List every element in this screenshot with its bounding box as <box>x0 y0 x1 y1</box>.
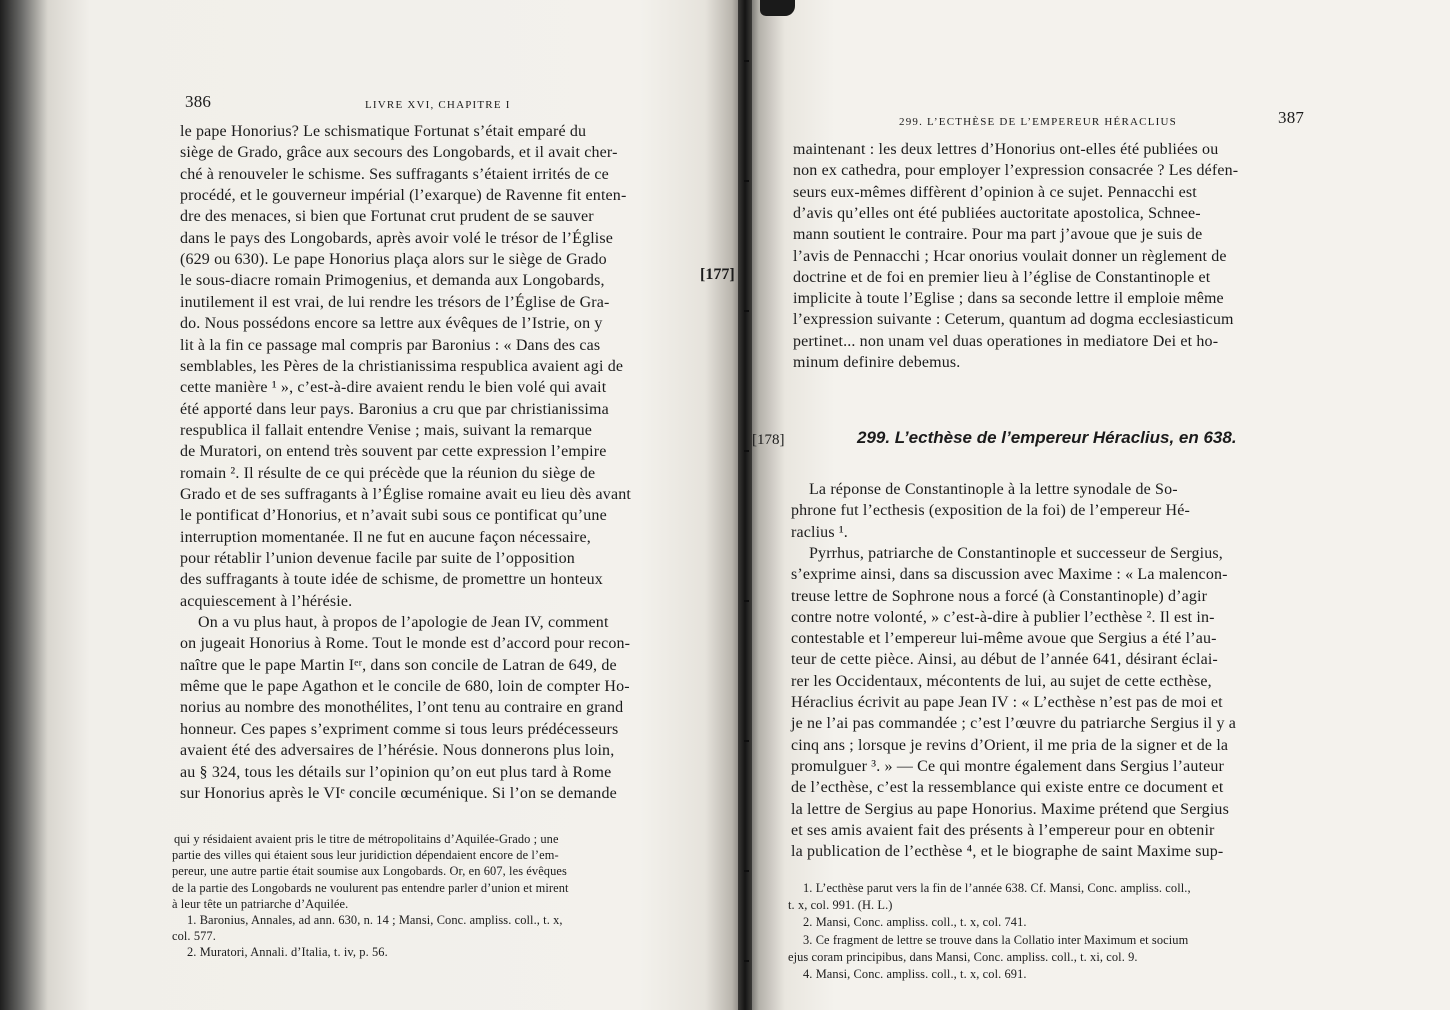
footnote-line: de la partie des Longobards ne voulurent pas entendre parler d’union et mirent <box>172 880 569 895</box>
text-line: siège de Grado, grâce aux secours des Longobards, et il avait cher- <box>180 144 618 162</box>
text-line: do. Nous possédons encore sa lettre aux évêques de l’Istrie, on y <box>180 315 603 333</box>
text-line: La réponse de Constantinople à la lettre synodale de So- <box>809 481 1178 498</box>
running-head: 299. L’ECTHÈSE DE L’EMPEREUR HÉRACLIUS <box>899 116 1177 128</box>
text-line: honneur. Ces papes s’expriment comme si tous leurs prédécesseurs <box>180 720 619 738</box>
text-line: été apporté dans leur pays. Baronius a cru que par christianissima <box>180 400 609 418</box>
text-line: lit à la fin ce passage mal compris par Baronius : « Dans des cas <box>180 336 601 354</box>
text-line: le pontificat d’Honorius, et n’avait subi sous ce pontificat qu’une <box>180 507 607 525</box>
text-line: procédé, et le gouverneur impérial (l’exarque) de Ravenne fit enten- <box>180 187 627 205</box>
book-gutter-top <box>760 0 795 16</box>
book-gutter <box>738 0 752 1010</box>
text-line: inutilement il est vrai, de lui rendre les trésors de l’Église de Gra- <box>180 293 610 311</box>
stitch <box>744 180 749 182</box>
footnote-line: ejus coram principibus, dans Mansi, Conc. ampliss. coll., t. xi, col. 9. <box>788 949 1138 964</box>
footnote-line: pereur, une autre partie était soumise aux Longobards. Or, en 607, les évêques <box>172 864 567 879</box>
stitch <box>744 310 749 312</box>
text-line: et ses amis avaient fait des présents à l’empereur pour en obtenir <box>791 821 1215 839</box>
text-line: Grado et de ses suffragants à l’Église romaine avait eu lieu dès avant <box>180 485 631 503</box>
text-line: ché à renouveler le schisme. Ses suffragants s’étaient irrités de ce <box>180 165 609 183</box>
footnote-line: 4. Mansi, Conc. ampliss. coll., t. x, col. 691. <box>803 967 1027 981</box>
text-line: d’avis qu’elles ont été publiées auctoritate apostolica, Schnee- <box>793 204 1201 222</box>
text-line: respublica il fallait entendre Venise ; mais, suivant la remarque <box>180 421 592 439</box>
text-line: pour rétablir l’union devenue facile par suite de l’opposition <box>180 550 575 567</box>
text-line: implicite à toute l’Eglise ; dans sa seconde lettre il emploie même <box>793 290 1224 308</box>
text-line: de Muratori, on entend très souvent par cette expression l’empire <box>180 443 607 461</box>
text-line: cette manière ¹ », c’est-à-dire avaient rendu le bien volé qui avait <box>180 379 607 397</box>
text-line: avaient été des adversaires de l’hérésie. Nous donnerons plus loin, <box>180 742 615 760</box>
text-line: l’expression suivante : Ceterum, quantum ad dogma ecclesiasticum <box>793 311 1234 329</box>
text-line: cinq ans ; lorsque je revins d’Orient, il me pria de la signer et de la <box>791 736 1229 754</box>
text-line: dre des menaces, si bien que Fortunat crut prudent de se sauver <box>180 208 594 226</box>
stitch <box>744 870 749 872</box>
text-line: au § 324, tous les détails sur l’opinion qu’on eut plus tard à Rome <box>180 763 612 781</box>
text-line: l’avis de Pennacchi ; Hcar onorius voulait donner un règlement de <box>793 247 1227 265</box>
text-line: rer les Occidentaux, mécontents de lui, au sujet de cette ecthèse, <box>791 672 1212 690</box>
text-line: teur de cette pièce. Ainsi, au début de l’année 641, désirant éclai- <box>791 651 1218 669</box>
text-line: contestable et l’empereur lui-même avoue que Sergius a été l’au- <box>791 630 1217 648</box>
margin-marker-right: [178] <box>752 432 785 448</box>
text-line: mann soutient le contraire. Pour ma part j’avoue que je suis de <box>793 226 1203 244</box>
stitch <box>744 740 749 742</box>
text-line: de l’ecthèse, c’est la ressemblance qui existe entre ce document et <box>791 779 1224 797</box>
text-line: non ex cathedra, pour employer l’expression consacrée ? Les défen- <box>793 162 1239 180</box>
text-line: semblables, les Pères de la christianissima respublica avaient agi de <box>180 357 624 375</box>
text-line: raclius ¹. <box>791 523 848 541</box>
text-line: phrone fut l’ecthesis (exposition de la foi) de l’empereur Hé- <box>791 502 1190 520</box>
text-line: la publication de l’ecthèse ⁴, et le biographe de saint Maxime sup- <box>791 843 1224 861</box>
page-number: 386 <box>185 92 212 111</box>
footnote-line: col. 577. <box>172 929 216 944</box>
text-line: minum definire debemus. <box>793 354 961 371</box>
running-head: LIVRE XVI, CHAPITRE I <box>365 99 511 111</box>
page-number: 387 <box>1278 108 1305 127</box>
text-line: promulguer ³. » — Ce qui montre également dans Sergius l’auteur <box>791 757 1224 775</box>
text-line: on jugeait Honorius à Rome. Tout le monde est d’accord pour recon- <box>180 635 631 653</box>
text-line: le pape Honorius? Le schismatique Fortunat s’était emparé du <box>180 123 587 140</box>
footnote-line: 2. Mansi, Conc. ampliss. coll., t. x, col. 741. <box>803 915 1027 930</box>
text-line: On a vu plus haut, à propos de l’apologie de Jean IV, comment <box>198 614 609 632</box>
footnote-line: partie des villes qui étaient sous leur juridiction dépendaient encore de l’em- <box>172 848 559 863</box>
text-line: interruption momentanée. Il ne fut en aucune façon nécessaire, <box>180 528 591 546</box>
footnote-line: 1. L’ecthèse parut vers la fin de l’année 638. Cf. Mansi, Conc. ampliss. coll., <box>803 881 1191 895</box>
text-line: doctrine et de foi en premier lieu à l’église de Constantinople et <box>793 268 1211 286</box>
text-line: Pyrrhus, patriarche de Constantinople et successeur de Sergius, <box>809 544 1223 562</box>
text-line: (629 ou 630). Le pape Honorius plaça alors sur le siège de Grado <box>180 251 607 269</box>
text-line: norius au nombre des monothélites, l’ont tenu au contraire en grand <box>180 699 624 717</box>
text-line: s’exprime ainsi, dans sa discussion avec Maxime : « La malencon- <box>791 566 1228 584</box>
text-line: le sous-diacre romain Primogenius, et demanda aux Longobards, <box>180 272 605 290</box>
stitch <box>744 60 749 62</box>
text-line: pertinet... non unam vel duas operationes in mediatore Dei et ho- <box>793 332 1219 350</box>
text-line: maintenant : les deux lettres d’Honorius ont-elles été publiées ou <box>793 141 1219 158</box>
footnote-line: 1. Baronius, Annales, ad ann. 630, n. 14 ; Mansi, Conc. ampliss. coll., t. x, <box>187 913 563 927</box>
text-line: treuse lettre de Sophrone nous a forcé (à Constantinople) d’agir <box>791 587 1208 605</box>
right-page <box>745 0 1450 1010</box>
footnote-line: à leur tête un patriarche d’Aquilée. <box>172 896 349 911</box>
text-line: acquiescement à l’hérésie. <box>180 592 353 610</box>
section-heading: 299. L’ecthèse de l’empereur Héraclius, en 638. <box>857 428 1237 447</box>
text-line: naître que le pape Martin Iᵉʳ, dans son concile de Latran de 649, de <box>180 656 617 674</box>
footnote-line: 3. Ce fragment de lettre se trouve dans la Collatio inter Maximum et socium <box>803 932 1189 947</box>
footnote-line: t. x, col. 991. (H. L.) <box>788 898 893 913</box>
stitch <box>744 600 749 602</box>
text-line: Héraclius écrivit au pape Jean IV : « L’ecthèse n’est pas de moi et <box>791 694 1223 711</box>
margin-marker-left: [177] <box>700 266 735 283</box>
footnote-line: qui y résidaient avaient pris le titre de métropolitains d’Aquilée-Grado ; une <box>174 832 559 846</box>
text-line: des suffragants à toute idée de schisme, de promettre un honteux <box>180 571 603 589</box>
text-line: contre notre volonté, » c’est-à-dire à publier l’ecthèse ². Il est in- <box>791 608 1215 626</box>
text-line: je ne l’ai pas commandée ; c’est l’œuvre du patriarche Sergius il y a <box>791 715 1237 733</box>
footnote-line: 2. Muratori, Annali. d’Italia, t. iv, p. 56. <box>187 945 388 960</box>
text-line: la lettre de Sergius au pape Honorius. Maxime prétend que Sergius <box>791 800 1229 818</box>
text-line: sur Honorius après le VIᵉ concile œcuménique. Si l’on se demande <box>180 784 617 802</box>
text-line: dans le pays des Longobards, après avoir volé le trésor de l’Église <box>180 229 614 247</box>
stitch <box>744 450 749 452</box>
text-line: même que le pape Agathon et le concile de 680, loin de compter Ho- <box>180 678 630 696</box>
stitch <box>744 960 749 962</box>
text-line: seurs eux-mêmes diffèrent d’opinion à ce sujet. Pennacchi est <box>793 183 1197 201</box>
text-line: romain ². Il résulte de ce qui précède que la réunion du siège de <box>180 464 596 482</box>
